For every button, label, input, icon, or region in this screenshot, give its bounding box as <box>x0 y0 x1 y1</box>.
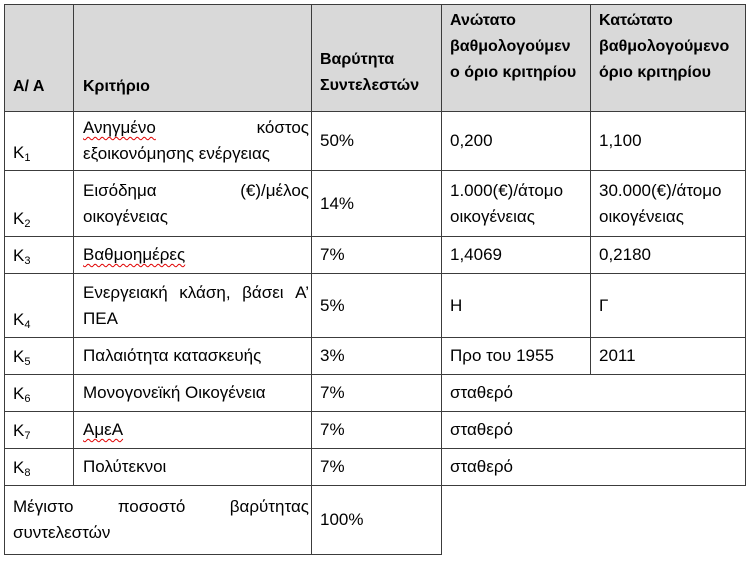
cell-weight <box>312 112 442 171</box>
cell-code <box>5 274 74 338</box>
header-weight-line: Συντελεστών <box>320 77 420 94</box>
header-criterion-label: Κριτήριο <box>83 78 150 95</box>
cell-code <box>5 112 74 171</box>
fixed-limit-value: σταθερό <box>450 420 513 439</box>
criterion-word: κόστος <box>256 118 309 137</box>
cell-weight <box>312 412 442 449</box>
min-limit-value: 1,100 <box>599 131 642 150</box>
cell-fixed-limit <box>442 412 746 449</box>
criterion-word: κλάση, <box>179 282 231 302</box>
cell-code <box>5 449 74 486</box>
criterion-word: Πολύτεκνοι <box>83 457 167 476</box>
cell-code <box>5 237 74 274</box>
weight-value: 14% <box>320 193 355 213</box>
criterion-code-index: 2 <box>24 218 31 230</box>
criterion-code: Κ <box>13 421 25 440</box>
criterion-line <box>83 306 309 332</box>
header-weight-line: Βαρύτητα <box>320 51 395 68</box>
cell-total-label <box>5 486 312 555</box>
criterion-word: ΑμεΑ <box>83 420 124 439</box>
cell-min-limit <box>591 237 746 274</box>
weight-value: 5% <box>320 295 345 315</box>
criterion-word: Βαθμοημέρες <box>83 245 186 264</box>
criterion-code-index: 4 <box>24 319 31 331</box>
cell-code <box>5 171 74 237</box>
max-limit-line: 1.000(€)/άτομο <box>450 180 564 200</box>
cell-criterion <box>74 412 312 449</box>
criterion-word: βάσει <box>242 282 284 302</box>
criterion-line <box>83 115 309 141</box>
header-min-limit-line: βαθμολογούμενο <box>599 38 730 55</box>
criterion-code: Κ <box>13 310 25 329</box>
criteria-table <box>4 4 746 555</box>
header-min-limit-line: Κατώτατο <box>599 12 673 29</box>
cell-criterion <box>74 237 312 274</box>
header-max-limit-line: βαθμολογούμεν <box>450 38 571 55</box>
cell-weight <box>312 237 442 274</box>
criterion-code-index: 3 <box>24 255 31 267</box>
min-limit-value: Γ <box>599 295 609 315</box>
cell-criterion <box>74 274 312 338</box>
cell-weight <box>312 338 442 375</box>
cell-weight <box>312 449 442 486</box>
cell-criterion <box>74 338 312 375</box>
header-min-limit-line: όριο κριτηρίου <box>599 64 711 81</box>
criterion-word: Μονογονεϊκή Οικογένεια <box>83 383 266 402</box>
cell-code <box>5 375 74 412</box>
cell-max-limit <box>442 171 591 237</box>
criterion-code-index: 8 <box>24 467 31 479</box>
cell-max-limit <box>442 112 591 171</box>
header-cell-max-limit <box>442 5 591 112</box>
criterion-word: Α’ <box>295 282 309 302</box>
criterion-word: Ενεργειακή <box>83 282 168 302</box>
max-limit-value: Η <box>450 295 463 315</box>
total-weight-value: 100% <box>320 510 364 529</box>
criterion-word: (€)/μέλος <box>240 180 309 200</box>
max-limit-value: 1,4069 <box>450 245 502 264</box>
table-row <box>5 274 746 338</box>
fixed-limit-value: σταθερό <box>450 383 513 402</box>
cell-max-limit <box>442 338 591 375</box>
criterion-word: Ανηγμένο <box>83 118 156 137</box>
cell-min-limit <box>591 274 746 338</box>
cell-criterion <box>74 375 312 412</box>
cell-criterion <box>74 449 312 486</box>
criterion-line <box>83 204 309 230</box>
cell-fixed-limit <box>442 449 746 486</box>
criterion-word: ΠΕΑ <box>83 308 118 328</box>
cell-criterion <box>74 112 312 171</box>
criterion-code: Κ <box>13 209 25 228</box>
weight-value: 3% <box>320 346 345 365</box>
cell-code <box>5 412 74 449</box>
cell-criterion <box>74 171 312 237</box>
criterion-code-index: 6 <box>24 393 31 405</box>
criterion-word: Εισόδημα <box>83 180 157 200</box>
cell-min-limit <box>591 338 746 375</box>
criterion-word: εξοικονόμησης ενέργειας <box>83 144 270 163</box>
weight-value: 7% <box>320 420 345 439</box>
total-label-word: βαρύτητας <box>229 497 309 516</box>
table-row <box>5 375 746 412</box>
criterion-code: Κ <box>13 246 25 265</box>
total-label-line <box>13 520 309 546</box>
header-cell-criterion <box>74 5 312 112</box>
cell-max-limit <box>442 237 591 274</box>
criterion-code-index: 1 <box>24 152 31 164</box>
min-limit-line: 30.000(€)/άτομο <box>599 180 722 200</box>
criterion-word: Παλαιότητα κατασκευής <box>83 346 262 365</box>
criterion-line <box>83 141 309 167</box>
table-row <box>5 449 746 486</box>
weight-value: 7% <box>320 457 345 476</box>
cell-weight <box>312 274 442 338</box>
header-cell-min-limit <box>591 5 746 112</box>
criterion-code-index: 5 <box>24 356 31 368</box>
criterion-word: οικογένειας <box>83 206 168 226</box>
header-row <box>5 5 746 112</box>
cell-min-limit <box>591 171 746 237</box>
total-label-line <box>13 494 309 520</box>
table-row <box>5 338 746 375</box>
header-index-label: Α/ Α <box>13 78 45 95</box>
max-limit-value: 0,200 <box>450 131 493 150</box>
cell-max-limit <box>442 274 591 338</box>
table-row <box>5 412 746 449</box>
max-limit-line: οικογένειας <box>450 206 535 226</box>
max-limit-value: Προ του 1955 <box>450 346 554 365</box>
total-label-word: Μέγιστο <box>13 497 74 516</box>
cell-total-weight <box>312 486 442 555</box>
min-limit-value: 0,2180 <box>599 245 651 264</box>
criterion-code: Κ <box>13 347 25 366</box>
fixed-limit-value: σταθερό <box>450 457 513 476</box>
weight-value: 7% <box>320 383 345 402</box>
cell-min-limit <box>591 112 746 171</box>
header-cell-weight <box>312 5 442 112</box>
criterion-code: Κ <box>13 384 25 403</box>
min-limit-line: οικογένειας <box>599 206 684 226</box>
cell-weight <box>312 375 442 412</box>
table-row <box>5 112 746 171</box>
criterion-line <box>83 178 309 204</box>
total-row <box>5 486 746 555</box>
cell-weight <box>312 171 442 237</box>
cell-fixed-limit <box>442 375 746 412</box>
criterion-line <box>83 280 309 306</box>
weight-value: 7% <box>320 245 345 264</box>
criterion-code: Κ <box>13 143 25 162</box>
min-limit-value: 2011 <box>599 346 636 365</box>
header-cell-index <box>5 5 74 112</box>
header-max-limit-line: ο όριο κριτηρίου <box>450 64 577 81</box>
total-label-word: συντελεστών <box>13 523 111 542</box>
cell-code <box>5 338 74 375</box>
header-max-limit-line: Ανώτατο <box>450 12 516 29</box>
table-row <box>5 171 746 237</box>
total-label-word: ποσοστό <box>117 497 186 516</box>
criterion-code-index: 7 <box>24 430 31 442</box>
weight-value: 50% <box>320 131 355 150</box>
table-row <box>5 237 746 274</box>
criterion-code: Κ <box>13 458 25 477</box>
